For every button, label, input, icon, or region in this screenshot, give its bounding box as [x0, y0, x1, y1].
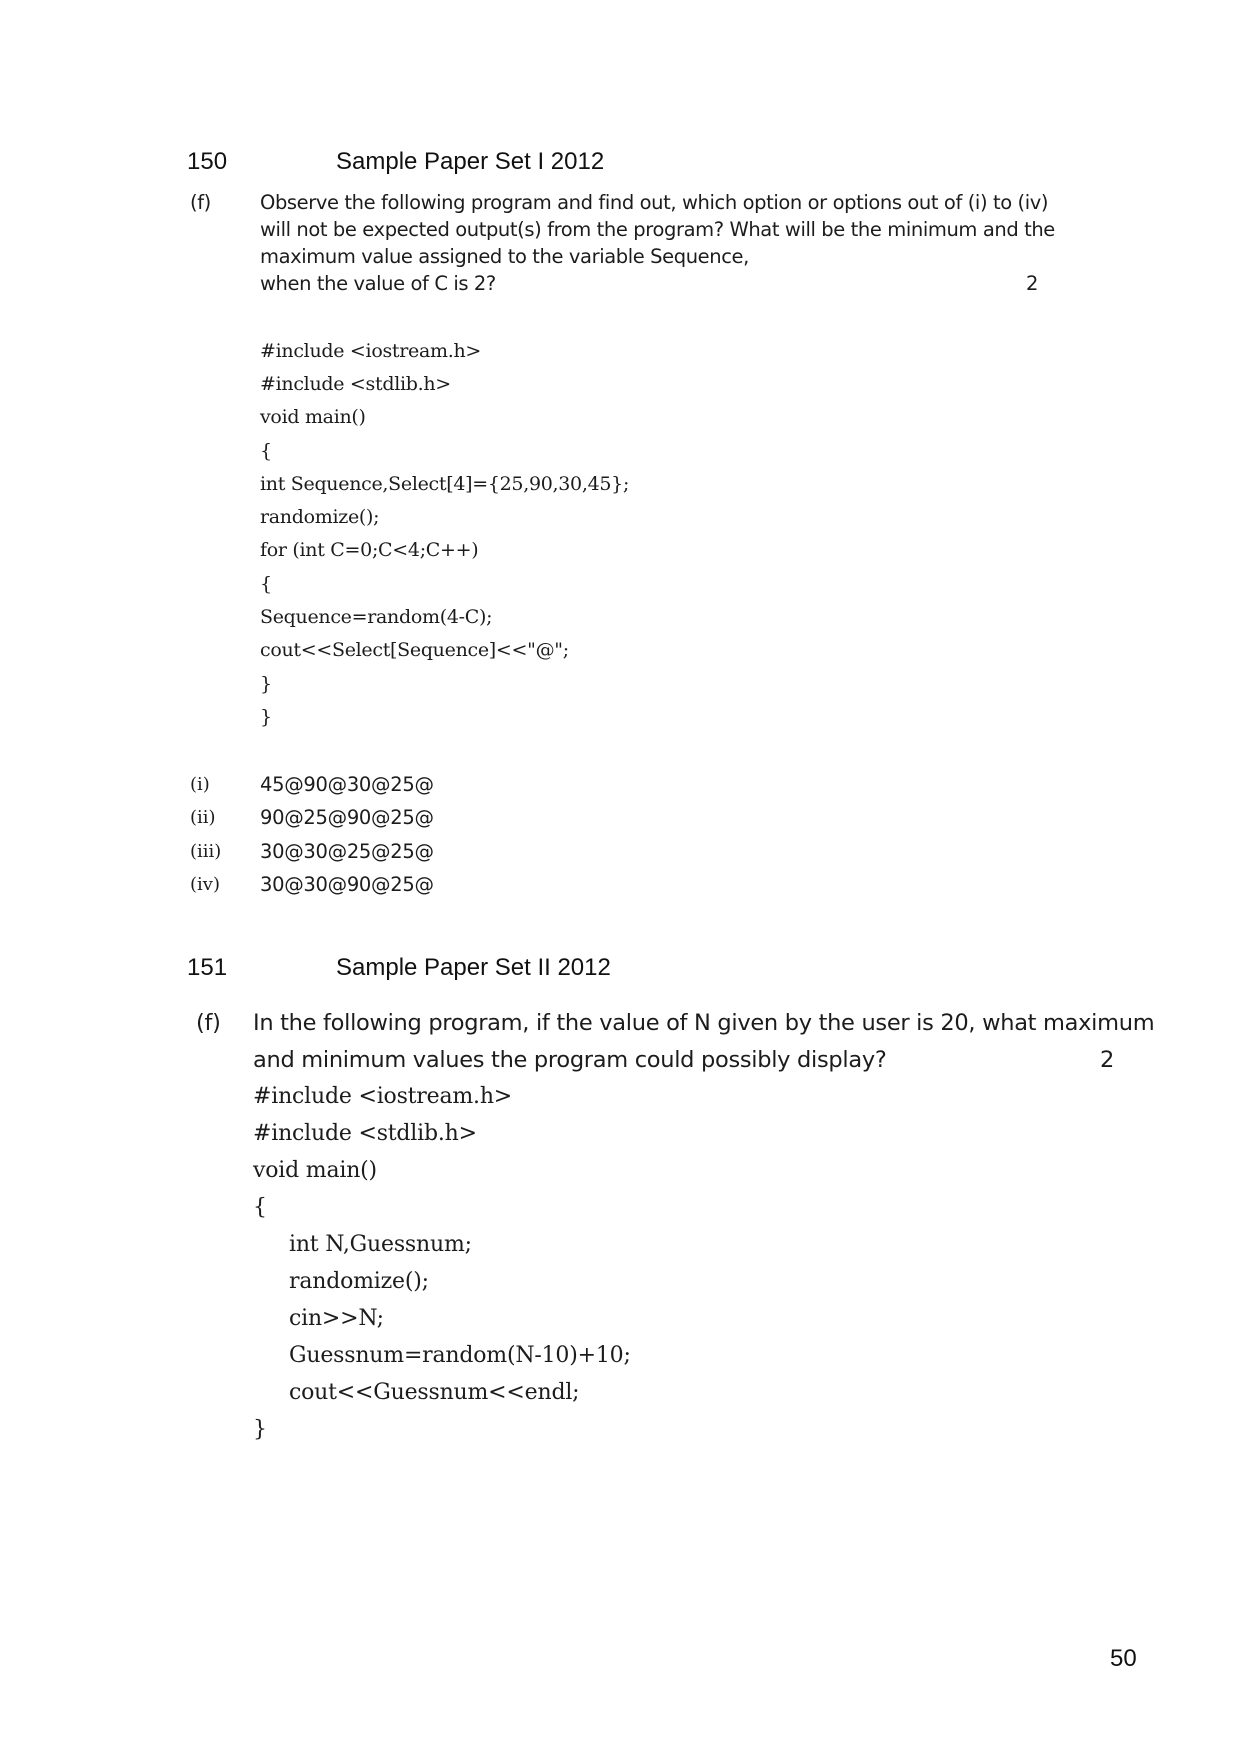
- question-line: Observe the following program and find out, which option or options out of (i) to (iv): [260, 191, 1049, 214]
- code-line: cout<<Guessnum<<endl;: [289, 1380, 580, 1405]
- code-line: {: [260, 440, 272, 462]
- code-line: int Sequence,Select[4]={25,90,30,45};: [260, 473, 630, 495]
- section-number: 150: [187, 148, 228, 175]
- code-line: cout<<Select[Sequence]<<"@";: [260, 639, 569, 661]
- code-line: }: [260, 706, 272, 728]
- marks: 2: [1100, 1047, 1115, 1073]
- code-line: {: [253, 1195, 267, 1220]
- option-label: (ii): [190, 807, 216, 828]
- option-label: (iii): [190, 841, 222, 862]
- code-line: void main(): [253, 1158, 377, 1183]
- code-line: {: [260, 573, 272, 595]
- option-label: (i): [190, 774, 210, 795]
- question-line: will not be expected output(s) from the program? What will be the minimum and the: [260, 218, 1055, 241]
- code-line: Guessnum=random(N-10)+10;: [289, 1343, 631, 1368]
- code-line: int N,Guessnum;: [289, 1232, 472, 1257]
- code-line: #include <iostream.h>: [260, 340, 482, 362]
- code-line: }: [253, 1417, 267, 1442]
- code-line: randomize();: [260, 506, 380, 528]
- code-line: Sequence=random(4-C);: [260, 606, 493, 628]
- question-line: maximum value assigned to the variable Sequence,: [260, 245, 749, 268]
- option-label: (iv): [190, 874, 220, 895]
- code-line: randomize();: [289, 1269, 429, 1294]
- code-line: }: [260, 673, 272, 695]
- code-line: for (int C=0;C<4;C++): [260, 539, 479, 561]
- code-line: void main(): [260, 406, 366, 428]
- question-label: (f): [190, 191, 211, 214]
- section-title: Sample Paper Set II 2012: [336, 954, 611, 981]
- question-label: (f): [196, 1010, 221, 1036]
- code-line: cin>>N;: [289, 1306, 384, 1331]
- code-line: #include <stdlib.h>: [260, 373, 451, 395]
- section-number: 151: [187, 954, 228, 981]
- question-line: and minimum values the program could possibly display?: [253, 1047, 887, 1073]
- code-line: #include <stdlib.h>: [253, 1121, 477, 1146]
- section-title: Sample Paper Set I 2012: [336, 148, 605, 175]
- question-line: In the following program, if the value of N given by the user is 20, what maximum: [253, 1010, 1155, 1036]
- code-line: #include <iostream.h>: [253, 1084, 513, 1109]
- option-value: 30@30@25@25@: [260, 840, 434, 863]
- question-line: when the value of C is 2?: [260, 272, 496, 295]
- option-value: 30@30@90@25@: [260, 873, 434, 896]
- option-value: 45@90@30@25@: [260, 773, 434, 796]
- marks: 2: [1026, 272, 1039, 295]
- option-value: 90@25@90@25@: [260, 806, 434, 829]
- page-number: 50: [1110, 1645, 1137, 1672]
